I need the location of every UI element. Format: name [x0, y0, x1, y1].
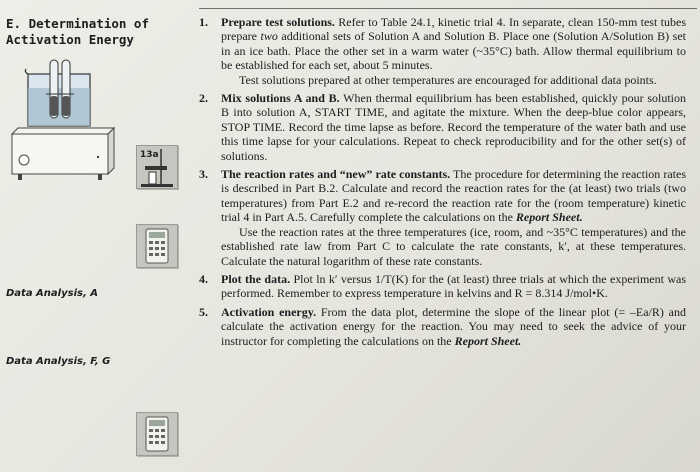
step-2: 2. Mix solutions A and B. When thermal equilibrium has been established, quickly pour solution B into solution A, START TIME, and agitate the mixture. When the deep-blue color appears, STOP TIME. Record the time lapse as before. Record the temperature of the water bath and use this time lapse for your calculations. Repeat to check reproducibility and for the other set(s) of solutions.: [199, 91, 686, 163]
side-label-data-analysis-fg: Data Analysis, F, G: [6, 356, 111, 367]
step-4: 4. Plot the data. Plot ln k′ versus 1/T(K) for the (at least) three trials at which the experiment was performed. Remember to express temperature in kelvins and R = 8.314 J/mol•K.: [199, 271, 687, 301]
technique-label: 13a: [140, 150, 159, 160]
water-bath-beaker-icon: [2, 58, 120, 186]
step-1-note: Test solutions prepared at other temperatures are encouraged for additional data points.: [239, 72, 657, 87]
top-rule: [199, 8, 697, 9]
step-5: 5. Activation energy. From the data plot, determine the slope of the linear plot (= –Ea/R) and calculate the activation energy for the reaction. You may need to seek the advice of your instructor for completing the calculations on the Report Sheet.: [199, 304, 686, 348]
side-label-data-analysis-a: Data Analysis, A: [6, 288, 98, 299]
procedure-steps: [199, 15, 686, 348]
step-3: 3. The reaction rates and “new” rate constants. The procedure for determining the reaction rates is described in Part B.2. Calculate and record the reaction rates for the (at least) two trials (two temperatures) from Part E.2 and re-record the reaction rate for the (room temperature) kinetic trial 4 in Part A.5. Carefully complete the calculations on the Report Sheet. Use the reaction rates at the three temperatures (ice, room, and ~35°C temperatures) and the established rate law from Part C to calculate the rate constants, k′, at these temperatures. Calculate the natural logarithm of these rate constants.: [199, 167, 686, 268]
calculator-icon: [136, 412, 178, 456]
step-3-note: Use the reaction rates at the three temperatures (ice, room, and ~35°C temperatures) and the established rate law from Part C to calculate the rate constants, k′, at these temperatures. Calculate the natural logarithm of these rate constants.: [221, 224, 686, 268]
step-1: 1. Prepare test solutions. Refer to Table 24.1, kinetic trial 4. In separate, clean 150-mm test tubes prepare two additional sets of Solution A and Solution B. Place one (Solution A/Solution B) set in an ice bath. Place the other set in a warm water (~35°C) bath. Allow thermal equilibrium to be established for each set, about 5 minutes. Test solutions prepared at other temperatures are encouraged for additional data points.: [199, 15, 686, 87]
calculator-icon: [136, 224, 178, 268]
section-title: E. Determination of Activation Energy: [6, 16, 149, 47]
technique-13a-icon: [136, 145, 178, 189]
